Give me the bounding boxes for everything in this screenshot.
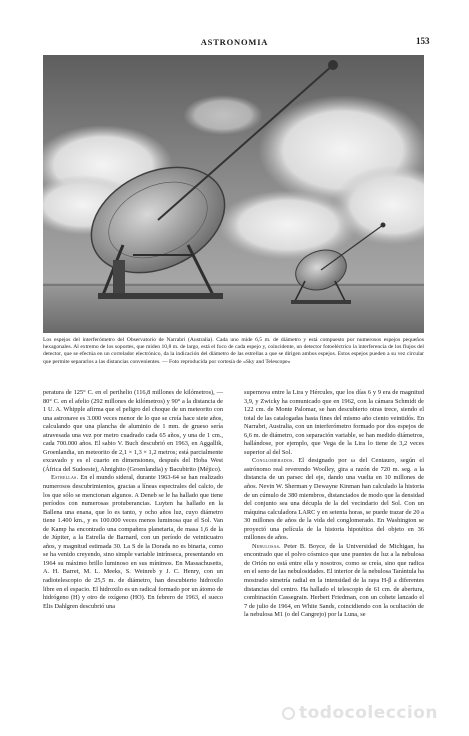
right-paragraph-2-text: El designado por ω del Centauro, según el astrónomo real reverendo Woolley, gira a razón de 720 m. seg. a la distancia de un parsec del eje, dando una vuelta en 10 millones de años. Nevin W. Sherman y Dewayne Kinman han calculado la historia de un cúmulo de 380 miembros, distanciados de modo que la densidad del conjunto sea una décupla de la del vecindario del Sol. Con un máquina calculadora LARC y en setenta horas, se puede trazar de 20 a 30 millones de años de la vida del conglomerado. En Washington se proyectó una película de la historia hipotética del objeto en 36 millones de años. [244,457,424,542]
left-paragraph-2-text: En el mundo sideral, durante 1963-64 se han realizado numerosos descubrimientos, gracias a líneas espectrales del calcio, de los que sólo se mencionan algunos. A Deneb se le ha hallado que tiene períodos con numerosas protuberancias. Luyten ha hallado en la Ballena una enana, que lo es tanto, y ocho años luz, cuyo diámetro tiene 1.400 km., y es 100.000 veces menos luminosa que el Sol. Van de Kamp ha encontrado una compañera planetaria, de masa 1,6 de la de Júpiter, a la Estrella de Barnard, con un período de veinticuatro años, y magnitud estimada 30. La S de la Dorada no es binaria, como se ha venido creyendo, sino simple variable intrínseca, presentando en 1964 su máximo brillo luminoso en sus mínimos. En Massachusetts, A. H. Barret, M. L. Meeks, S. Weinreb y J. C. Henry, con un radiotelescopio de 25,5 m. de diámetro, han descubierto hidroxilo libre en el espacio. El hidroxilo es un radical formado por un átomo de hidrógeno (H) y otro de oxígeno (HO). En febrero de 1963, el sueco Elis Dahlgren descubrió una [43,474,223,610]
left-paragraph-1: peratura de 125° C. en el perihelio (116,8 millones de kilómetros), —80° C. en el afelio (292 millones de kilómetros) y 90° a la distancia de 1 U. A. Whipple afirma que el peligro del choque de un meteorito con una astronave es 3.000 veces menor de lo que se creía hace siete años, calculando que una plancha de aluminio de 1 mm. de grueso sería atravesada una vez por metro cuadrado cada 65 años, y una de 1 cm., cada 700.000 años. El sabio V. Buch descubrió en 1963, en Aggallik, Groenlandia, un meteorito de 2,1 × 1,3 × 1,2 metros; está parcialmente excavado y es el cuarto en dimensiones, después del Hoba West (África del Sudoeste), Ahnighito (Groenlandia) y Bacubirito (Méjico). [43,389,223,473]
right-paragraph-3 [244,543,424,620]
watermark [282,703,452,723]
watermark-icon [282,707,295,720]
running-title: ASTRONOMIA [200,37,269,47]
right-paragraph-2 [244,457,424,542]
right-paragraph-3-text: Peter B. Boyce, de la Universidad de Michigan, ha encontrado que el polvo cósmico que une puentes de luz a la nebulosa de Orión no está entre ella y nosotros, como se creía, sino que radica en el seno de las nebulosidades. El interior de la nebulosa Tarántula ha mostrado simetría radial en la intensidad de la raya H-β a diferentes distancias del centro. Ha hallado el telescopio de 61 cm. de abertura, combinación Cassegrain. Herbert Friedman, con un cohete lanzado el 7 de julio de 1964, en White Sands, coincidiendo con la ocultación de la nebulosa M1 (o del Cangrejo) por la Luna, se [244,542,424,619]
right-column [244,389,424,620]
watermark-text: todocoleccion [299,703,439,723]
page-number: 153 [416,36,430,46]
section-head-nebulosas: Nebulosas. [252,542,281,550]
right-paragraph-1: supernova entre la Lira y Hércules, que los días 6 y 9 era de magnitud 3,9, y Zwicky ha comunicado que en 1962, con la cámara Schmidt de 122 cm. de Monte Palomar, se han descubierto otras trece, siendo el total de las catalogadas hasta fines del mismo año ciento veintidós. En Narrabri, Australia, con un interferómetro formado por dos espejos de 6,6 m. de diámetro, con separación variable, se han medido diámetros, hallándose, por ejemplo, que Vega de la Lira lo tiene de 3,2 veces superior al del Sol. [244,389,424,456]
section-head-conglomerados: Conglomerados. [252,457,295,465]
left-column [43,389,223,611]
figure-caption: Los espejos del interferómetro del Observatorio de Narrabri (Australia). Cada uno mide 6,5 m. de diámetro y está compuesto por numerosos espejos pequeños hexagonales. Al extremo de los soportes, que miden 10,8 m. de largo, está el foco de cada espejo y, coincidente, un detector fotoeléctrico la interferencia de los flujos del detector, que se efectúa en un correlador electrónico, da la indicación del diámetro de las estrellas a que se dirigen ambos espejos. Estos espejos pueden a su vez circular que permite separarlos a las distancias convenientes. — Foto reproducida por cortesía de «Sky and Telescope» [43,337,424,365]
left-paragraph-2 [43,474,223,611]
interferometer-photo [43,55,424,333]
section-head-estrellas: Estrellas. [51,474,79,482]
